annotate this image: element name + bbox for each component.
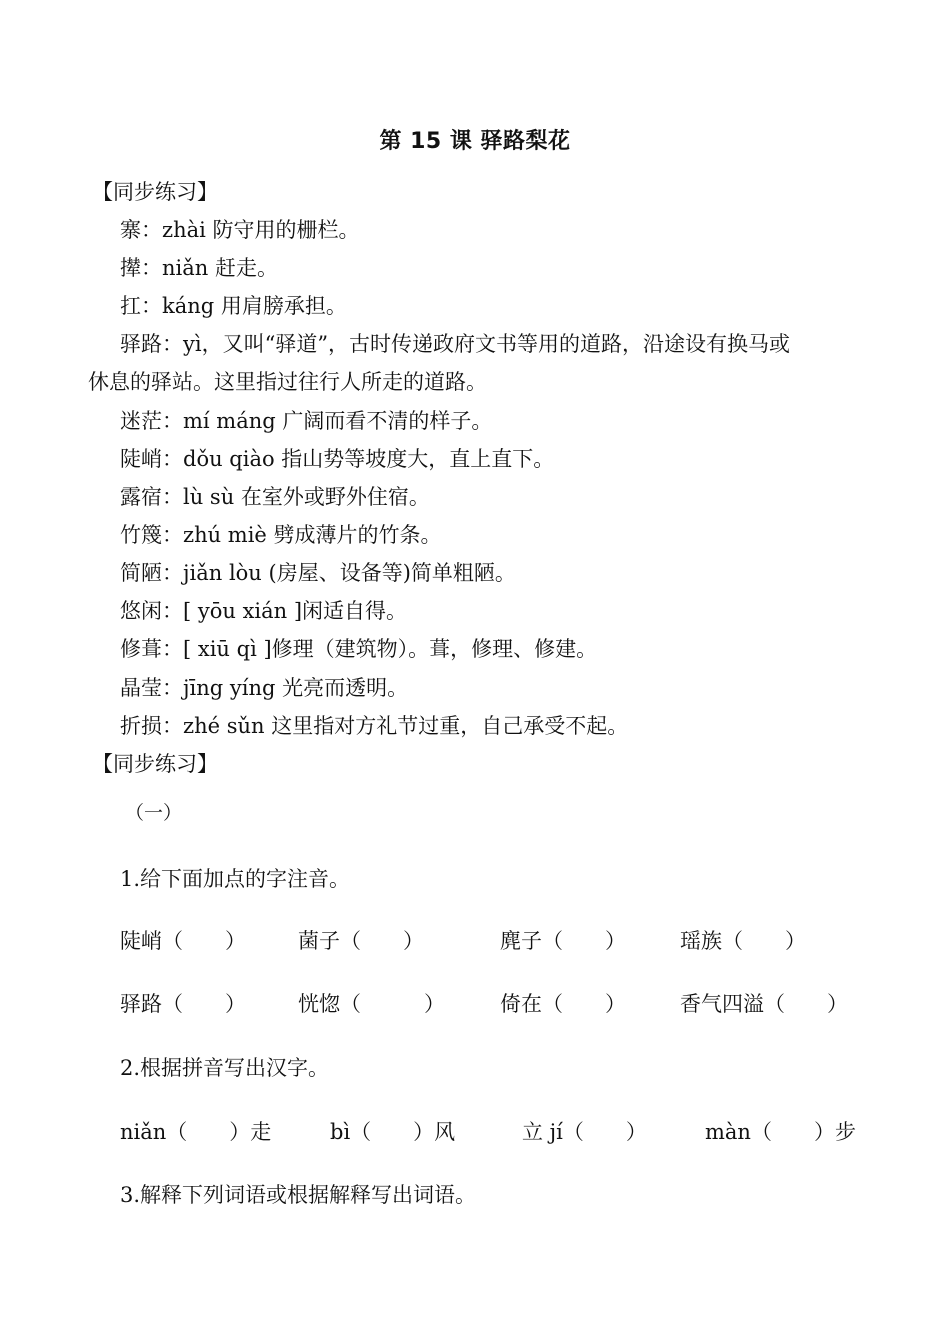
section-heading: 【同步练习】 [92,752,218,776]
vocab-item: 修葺：[ xiū qì ]修理（建筑物）。葺，修理、修建。 [120,637,598,661]
vocab-item: 撵：niǎn 赶走。 [120,256,278,280]
part-label: （一） [125,802,183,824]
lesson-title: 第 15 课 驿路梨花 [379,129,571,154]
vocab-item: 露宿：lù sù 在室外或野外住宿。 [120,485,430,509]
answer-blank-item[interactable]: màn（ ）步 [705,1120,856,1144]
vocab-item: 竹篾：zhú miè 劈成薄片的竹条。 [120,523,442,547]
answer-blank-item[interactable]: 恍惚（ ） [298,992,445,1016]
section-heading: 【同步练习】 [92,180,218,204]
vocab-item: 迷茫：mí máng 广阔而看不清的样子。 [120,409,493,433]
question-2-prompt: 2.根据拼音写出汉字。 [120,1056,330,1080]
answer-blank-item[interactable]: 陡峭（ ） [120,929,246,953]
answer-blank-item[interactable]: bì（ ）风 [330,1120,456,1144]
answer-blank-item[interactable]: niǎn（ ）走 [120,1120,272,1144]
answer-blank-item[interactable]: 倚在（ ） [500,992,626,1016]
vocab-item: 折损：zhé sǔn 这里指对方礼节过重，自己承受不起。 [120,714,629,738]
answer-blank-item[interactable]: 麂子（ ） [500,929,626,953]
question-1-prompt: 1.给下面加点的字注音。 [120,867,351,891]
vocab-item: 晶莹：jīng yíng 光亮而透明。 [120,676,409,700]
answer-blank-item[interactable]: 瑶族（ ） [680,929,806,953]
vocab-item-continuation: 休息的驿站。这里指过往行人所走的道路。 [88,370,487,394]
vocab-item: 寨：zhài 防守用的栅栏。 [120,218,360,242]
vocab-item: 简陋：jiǎn lòu (房屋、设备等)简单粗陋。 [120,561,516,585]
answer-blank-item[interactable]: 菌子（ ） [298,929,424,953]
vocab-item: 悠闲：[ yōu xián ]闲适自得。 [120,599,408,623]
question-3-prompt: 3.解释下列词语或根据解释写出词语。 [120,1183,477,1207]
answer-blank-item[interactable]: 立 jí（ ） [522,1120,647,1144]
answer-blank-item[interactable]: 香气四溢（ ） [680,992,848,1016]
vocab-item: 扛：káng 用肩膀承担。 [120,294,347,318]
vocab-item: 驿路：yì，又叫“驿道”，古时传递政府文书等用的道路，沿途设有换马或 [120,332,791,356]
answer-blank-item[interactable]: 驿路（ ） [120,992,246,1016]
vocab-item: 陡峭：dǒu qiào 指山势等坡度大，直上直下。 [120,447,555,471]
